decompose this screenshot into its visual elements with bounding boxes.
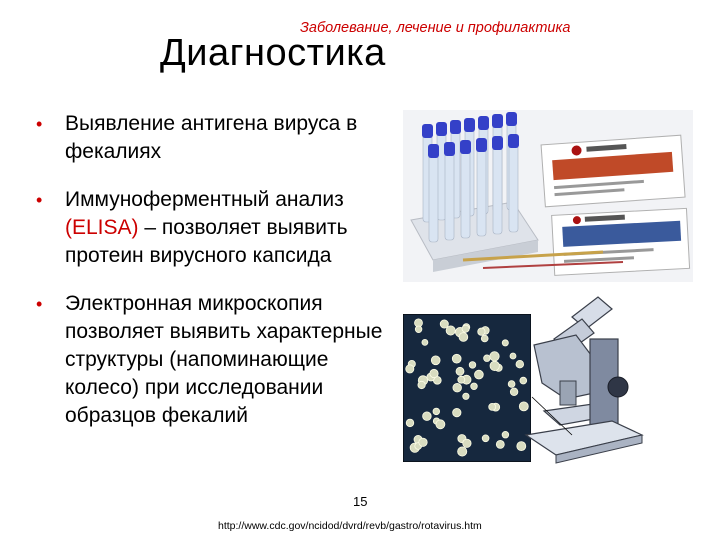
virus-particle [431, 356, 440, 365]
virus-particle [453, 383, 462, 392]
virus-particle [452, 354, 461, 363]
virus-particle [484, 355, 491, 362]
virus-particle [478, 328, 485, 335]
micrograph-image [403, 314, 531, 462]
bullet-text: Электронная микроскопия позволяет выявить характерные структуры (напоминающие колесо) при исследовании образцов фекалий [65, 292, 383, 427]
virus-particle [440, 320, 448, 328]
virus-particle [458, 447, 467, 456]
bullet-text-start: Иммуноферментный анализ [65, 188, 344, 211]
virus-particle [462, 325, 469, 332]
virus-particle [502, 340, 508, 346]
virus-particle [446, 326, 455, 335]
virus-particle [406, 419, 414, 427]
bullet-item [36, 186, 396, 270]
virus-particle [463, 393, 469, 399]
microscope-image [520, 295, 690, 465]
virus-particle [456, 367, 464, 375]
topic-header: Заболевание, лечение и профилактика [300, 20, 571, 36]
test-kit-image [403, 110, 693, 282]
virus-particle [406, 365, 414, 373]
page-number: 15 [353, 494, 368, 509]
source-link[interactable]: http://www.cdc.gov/ncidod/dvrd/revb/gastro/rotavirus.htm [218, 520, 482, 532]
virus-particle [502, 431, 509, 438]
virus-particle [510, 353, 516, 359]
virus-particle [419, 438, 427, 446]
elisa-highlight: (ELISA) [65, 216, 139, 239]
virus-particle [423, 412, 432, 421]
virus-particle [496, 440, 504, 448]
bullet-text-end: – позволяет выявить протеин вирусного капсида [65, 216, 348, 267]
virus-particle [481, 335, 488, 342]
bullet-list [36, 110, 396, 450]
virus-particle [436, 420, 445, 429]
bullet-icon: • [36, 114, 43, 134]
bullet-item [36, 290, 396, 430]
virus-particle [510, 388, 518, 396]
virus-particle [490, 361, 499, 370]
bullet-text: Выявление антигена вируса в фекалиях [65, 112, 358, 163]
bullet-icon: • [36, 190, 43, 210]
virus-particle [469, 362, 476, 369]
page-title: Диагностика [160, 32, 386, 74]
virus-particle [458, 376, 465, 383]
virus-particle [508, 381, 515, 388]
virus-particle [471, 383, 478, 390]
bullet-icon: • [36, 294, 43, 314]
virus-particle [415, 326, 422, 333]
virus-particle [422, 339, 428, 345]
virus-particle [475, 370, 484, 379]
virus-particle [430, 369, 438, 377]
virus-particle [433, 408, 440, 415]
virus-particle [482, 435, 489, 442]
virus-particle [489, 403, 496, 410]
bullet-item [36, 110, 396, 166]
virus-particle [463, 439, 471, 447]
virus-particle [453, 408, 461, 416]
virus-particle [490, 352, 499, 361]
virus-particle [459, 333, 468, 342]
virus-particle [418, 381, 425, 388]
